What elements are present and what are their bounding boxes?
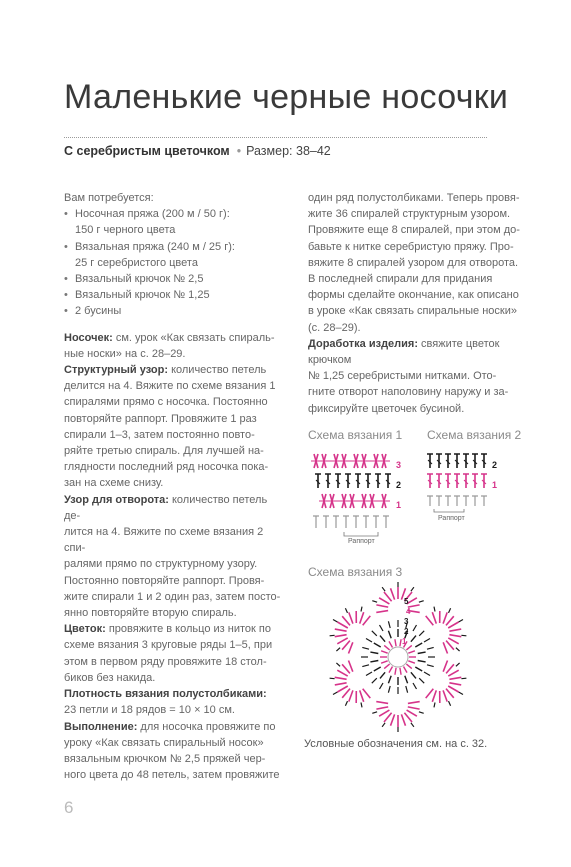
flower-petal-edge: [411, 587, 414, 591]
diagram-1-row-2: [315, 474, 391, 488]
text-run: Вам потребуется:: [64, 192, 154, 204]
flower-petal-edge: [411, 723, 414, 727]
flower-stitch: [366, 672, 372, 676]
text-line: [64, 475, 286, 491]
flower-stitch: [388, 676, 391, 684]
flower-petal-edge: [434, 607, 435, 612]
flower-petal-stitch: [407, 710, 417, 716]
text-run: делится на 4. Вяжите по схеме вязания 1: [64, 380, 276, 393]
text-run: количество петель: [168, 364, 267, 377]
flower-petal-stitch: [449, 683, 461, 685]
text-run: бавьте к нитке серебристую пряжу. Про-: [308, 240, 514, 253]
flower-stitch: [400, 639, 401, 646]
text-run: спиралями прямо с носочка. Постоянно: [64, 396, 268, 409]
flower-petal-edge: [361, 607, 362, 612]
diagram-3-title: Схема вязания 3: [308, 565, 403, 579]
flower-petal-edge: [361, 703, 362, 708]
text-line: [64, 330, 286, 346]
section-heading: Структурный узор:: [64, 364, 169, 377]
text-line: [64, 346, 286, 362]
diagram-1-title: Схема вязания 1: [308, 428, 403, 442]
text-run: (с. 28–29).: [308, 321, 361, 334]
text-line: [64, 589, 286, 605]
flower-stitch: [415, 667, 422, 671]
flower-stitch: [366, 639, 372, 643]
text-run: Провяжите еще 8 спиралей, при этом до-: [308, 224, 520, 237]
flower-stitch: [372, 678, 377, 683]
text-line: [64, 767, 286, 783]
flower-petal-stitch: [446, 689, 454, 698]
ring-num-4: 4: [406, 607, 411, 616]
text-line: [308, 287, 523, 303]
flower-petal-stitch: [391, 588, 395, 599]
flower-petal-stitch: [337, 622, 347, 628]
flower-petal-stitch: [446, 641, 454, 650]
left-text-column: [64, 190, 286, 783]
text-line: [64, 686, 286, 702]
page-title: Маленькие черные носочки: [64, 78, 509, 116]
text-line: [308, 384, 523, 400]
flower-stitch: [388, 686, 390, 693]
flower-petal-stitch: [363, 616, 371, 625]
flower-petal-stitch: [376, 605, 388, 607]
flower-petal-edge: [336, 663, 340, 666]
flower-petal-stitch: [360, 612, 364, 623]
text-run: Вязальный крючок № 2,5: [75, 273, 204, 286]
flower-petal-edge: [449, 701, 451, 706]
text-run: Вязальная пряжа (240 м / 25 г):: [75, 240, 235, 253]
diagram-2-row-num-1: 1: [492, 480, 498, 490]
flower-petal-stitch: [426, 616, 434, 625]
flower-petal-stitch: [349, 661, 353, 672]
text-line: [64, 378, 286, 394]
flower-stitch: [405, 676, 408, 684]
flower-stitch: [408, 651, 415, 653]
magic-ring: [388, 647, 408, 667]
flower-petal-edge: [336, 648, 340, 651]
text-run: гните отворот наполовину наружу и за-: [308, 386, 509, 399]
text-run: ные носки» на с. 28–29.: [64, 347, 186, 360]
text-line: [64, 670, 286, 686]
flower-petal-stitch: [342, 664, 350, 673]
flower-stitch: [372, 631, 377, 636]
flower-petal-stitch: [335, 683, 347, 685]
text-line: [308, 401, 523, 417]
crochet-diagram-3-flower: [318, 582, 478, 732]
materials-list-item: [64, 239, 286, 255]
text-run: повторяйте раппорт. Провяжите 1 раз: [64, 412, 257, 425]
diagram-2-rapport-bracket: [434, 509, 464, 512]
ring-num-2: 2: [404, 627, 409, 636]
flower-stitch: [362, 665, 369, 667]
text-line: [308, 320, 523, 336]
text-run: зан на схеме снизу.: [64, 477, 164, 490]
flower-stitch: [418, 661, 426, 662]
flower-stitch: [413, 625, 417, 631]
flower-stitch: [381, 661, 388, 663]
flower-stitch: [404, 667, 408, 673]
flower-petal-stitch: [448, 670, 458, 676]
section-heading: Цветок:: [64, 623, 106, 636]
text-line: [308, 255, 523, 271]
diagram-1-rapport-label: Раппорт: [348, 538, 375, 545]
flower-petal-stitch: [432, 690, 436, 701]
flower-petal-stitch: [337, 638, 347, 644]
text-run: вязальным крючком № 2,5 пряжей чер-: [64, 752, 266, 765]
flower-petal-stitch: [426, 689, 434, 698]
flower-petal-stitch: [376, 611, 388, 613]
materials-list-item: [64, 287, 286, 303]
text-line: [64, 411, 286, 427]
text-run: схеме вязания 3 круговые ряды 1–5, при: [64, 639, 273, 652]
text-run: см. урок «Как связать спираль-: [112, 331, 275, 344]
flower-petal-stitch: [446, 616, 454, 625]
flower-petal-stitch: [408, 702, 420, 704]
flower-stitch: [374, 643, 381, 647]
flower-stitch: [424, 639, 430, 643]
text-run: спирали 1–3, затем постоянно повто-: [64, 428, 255, 441]
flower-stitch: [395, 639, 396, 646]
flower-petal-stitch: [342, 641, 350, 650]
text-line: [64, 654, 286, 670]
text-line: [308, 222, 523, 238]
flower-stitch: [384, 645, 389, 650]
flower-petal-edge: [382, 587, 385, 591]
text-run: фиксируйте цветочек бусиной.: [308, 402, 465, 415]
text-run: ралями прямо по структурному узору.: [64, 558, 258, 571]
ring-num-3: 3: [404, 617, 409, 626]
flower-petal-stitch: [363, 689, 371, 698]
flower-stitch: [374, 667, 381, 671]
flower-petal-edge: [382, 723, 385, 727]
text-line: [64, 427, 286, 443]
flower-stitch: [370, 652, 378, 653]
flower-stitch: [406, 664, 411, 669]
text-line: [64, 362, 286, 378]
flower-petal-stitch: [443, 612, 447, 623]
flower-petal-edge: [330, 678, 335, 679]
diagram-1-row-num-1: 1: [396, 500, 402, 510]
diagram-2-base-row: [427, 496, 487, 506]
flower-stitch: [380, 625, 384, 631]
diagram-1-base-row: [313, 516, 389, 528]
text-line: [64, 459, 286, 475]
ring-num-5: 5: [404, 597, 409, 606]
subtitle-left: С серебристым цветочком: [64, 144, 230, 158]
text-line: [64, 222, 286, 238]
text-line: [64, 735, 286, 751]
flower-petal-stitch: [349, 690, 353, 701]
text-line: [64, 556, 286, 572]
text-line: [64, 492, 286, 524]
right-text-column: [308, 190, 523, 417]
text-run: биков без накида.: [64, 671, 156, 684]
text-line: [64, 394, 286, 410]
flower-petal-edge: [333, 692, 337, 695]
flower-stitch: [389, 641, 393, 647]
text-run: Постоянно повторяйте раппорт. Провя-: [64, 574, 265, 587]
text-run: в уроке «Как связать спиральные носки»: [308, 305, 517, 318]
page-number: 6: [64, 798, 74, 817]
flower-petal-edge: [456, 648, 460, 651]
flower-petal-edge: [345, 701, 347, 706]
text-run: вяжите 8 спиралей узором для отворота.: [308, 256, 519, 269]
text-line: [308, 239, 523, 255]
flower-petal-edge: [330, 635, 335, 636]
diagram-1-row-3: [311, 454, 390, 468]
flower-petal-stitch: [449, 635, 461, 637]
flower-petal-stitch: [384, 713, 392, 722]
text-run: свяжите цветок крючком: [308, 337, 500, 367]
flower-stitch: [389, 667, 393, 673]
text-run: № 1,25 серебристыми нитками. Ото-: [308, 370, 497, 383]
flower-petal-stitch: [448, 686, 458, 692]
flower-stitch: [413, 683, 417, 689]
flower-petal-stitch: [384, 592, 392, 601]
flower-stitch: [384, 664, 389, 669]
text-run: жите 36 спиралей структурным узором.: [308, 208, 511, 221]
section-heading: Выполнение:: [64, 720, 138, 733]
paragraph-gap: [64, 320, 286, 330]
section-heading: Доработка изделия:: [308, 337, 418, 350]
flower-petal-stitch: [443, 690, 447, 701]
flower-petal-stitch: [376, 707, 388, 709]
text-run: 25 г серебристого цвета: [75, 256, 198, 269]
flower-petal-edge: [419, 712, 424, 714]
text-run: 2 бусины: [75, 305, 122, 318]
text-line: [308, 368, 523, 384]
text-line: [64, 255, 286, 271]
flower-petal-stitch: [432, 612, 436, 623]
diagram-2-row-num-2: 2: [492, 460, 498, 470]
text-line: [308, 206, 523, 222]
flower-stitch: [380, 636, 385, 642]
ring-num-1: 1: [402, 637, 407, 646]
flower-petal-stitch: [446, 664, 454, 673]
flower-stitch: [406, 686, 408, 693]
text-run: ного цвета до 48 петель, затем провяжите: [64, 769, 280, 782]
flower-petal-stitch: [449, 677, 461, 679]
flower-petal-stitch: [443, 661, 447, 672]
text-line: [308, 336, 523, 368]
flower-petal-edge: [459, 692, 463, 695]
flower-stitch: [418, 652, 426, 653]
text-run: количество петель де-: [64, 493, 268, 522]
text-run: янно повторяйте вторую спираль.: [64, 607, 237, 620]
flower-petal-stitch: [342, 616, 350, 625]
section-heading: Узор для отворота:: [64, 493, 169, 506]
flower-petal-stitch: [335, 677, 347, 679]
text-line: [64, 524, 286, 556]
text-run: Вязальный крючок № 1,25: [75, 289, 210, 302]
diagram-2-row-2: [427, 454, 487, 468]
text-run: 23 петли и 18 рядов = 10 × 10 см.: [64, 704, 235, 717]
flower-petal-stitch: [379, 710, 389, 716]
flower-petal-edge: [372, 712, 377, 714]
flower-stitch: [411, 672, 416, 678]
flower-petal-stitch: [448, 638, 458, 644]
text-line: [64, 443, 286, 459]
flower-petal-stitch: [408, 707, 420, 709]
title-divider: [64, 137, 487, 138]
flower-petal-stitch: [335, 635, 347, 637]
text-run: этом в первом ряду провяжите 18 стол-: [64, 655, 267, 668]
flower-stitch: [362, 647, 369, 649]
text-line: [64, 637, 286, 653]
flower-stitch: [381, 651, 388, 653]
text-run: ряйте третью спираль. Для лучшей на-: [64, 445, 264, 458]
flower-stitch: [419, 631, 424, 636]
text-run: для носочка провяжите по: [137, 720, 276, 733]
diagram-2-row-1: [427, 474, 487, 488]
crochet-diagram-1: [308, 446, 418, 546]
flower-petal-stitch: [391, 714, 395, 725]
legend-note: Условные обозначения см. на с. 32.: [304, 738, 488, 750]
flower-petal-stitch: [449, 629, 461, 631]
text-run: Носочная пряжа (200 м / 50 г):: [75, 208, 230, 221]
flower-petal-edge: [372, 601, 377, 603]
text-run: лится на 4. Вяжите по схеме вязания 2 спи-: [64, 526, 264, 555]
flower-stitch: [408, 661, 415, 663]
text-line: [64, 719, 286, 735]
subtitle-size: Размер: 38–42: [246, 144, 331, 158]
text-line: [64, 573, 286, 589]
text-run: В последней спирали для придания: [308, 273, 493, 286]
flower-petal-edge: [419, 601, 424, 603]
text-line: [64, 702, 286, 718]
flower-stitch: [380, 672, 385, 678]
text-run: уроку «Как связать спиральный носок»: [64, 736, 264, 749]
flower-stitch: [370, 661, 378, 662]
flower-petal-stitch: [349, 642, 353, 653]
flower-stitch: [380, 683, 384, 689]
flower-petal-edge: [434, 703, 435, 708]
flower-petal-edge: [333, 620, 337, 623]
flower-petal-stitch: [349, 612, 353, 623]
diagram-1-row-num-3: 3: [396, 460, 402, 470]
text-line: [308, 303, 523, 319]
diagram-2-rapport-label: Раппорт: [438, 515, 465, 522]
materials-list-item: [64, 303, 286, 319]
flower-petal-stitch: [342, 689, 350, 698]
flower-petal-stitch: [443, 642, 447, 653]
section-heading: Плотность вязания полустолбиками:: [64, 688, 267, 701]
text-run: один ряд полустолбиками. Теперь провя-: [308, 192, 520, 204]
text-run: 150 г черного цвета: [75, 224, 176, 237]
flower-stitch: [424, 672, 430, 676]
flower-stitch: [419, 678, 424, 683]
section-heading: Носочек:: [64, 331, 113, 344]
flower-petal-stitch: [335, 629, 347, 631]
flower-stitch: [427, 647, 434, 649]
materials-list-item: [64, 206, 286, 222]
diagram-2-title: Схема вязания 2: [427, 428, 522, 442]
text-line: [64, 190, 286, 206]
text-run: глядности последний ряд носочка пока-: [64, 461, 269, 474]
flower-petal-stitch: [337, 686, 347, 692]
crochet-diagram-2: [424, 446, 514, 526]
flower-stitch: [406, 645, 411, 650]
flower-stitch: [415, 643, 422, 647]
text-run: жите спирали 1 и 2 один раз, затем посто-: [64, 590, 281, 603]
flower-petal-stitch: [379, 598, 389, 604]
text-line: [64, 605, 286, 621]
flower-petal-edge: [461, 635, 466, 636]
flower-petal-stitch: [404, 713, 412, 722]
flower-petal-stitch: [337, 670, 347, 676]
flower-petal-stitch: [376, 702, 388, 704]
flower-petal-stitch: [448, 622, 458, 628]
flower-stitch: [388, 621, 390, 628]
flower-stitch: [388, 631, 391, 639]
materials-list-item: [64, 271, 286, 287]
subtitle: [64, 144, 331, 158]
flower-petal-edge: [345, 608, 347, 613]
text-line: [64, 621, 286, 637]
text-run: формы сделайте окончание, как описано: [308, 289, 519, 302]
subtitle-separator: •: [236, 144, 242, 158]
diagram-1-row-num-2: 2: [396, 480, 402, 490]
text-line: [308, 271, 523, 287]
flower-stitch: [400, 668, 401, 675]
flower-stitch: [427, 665, 434, 667]
flower-petal-edge: [456, 663, 460, 666]
text-line: [308, 190, 523, 206]
flower-petal-stitch: [360, 690, 364, 701]
diagram-1-row-1: [319, 494, 390, 508]
diagram-1-rapport-bracket: [344, 532, 378, 536]
flower-stitch: [395, 668, 396, 675]
flower-petal-edge: [459, 620, 463, 623]
flower-petal-edge: [461, 678, 466, 679]
text-line: [64, 751, 286, 767]
flower-stitch: [411, 636, 416, 642]
flower-petal-stitch: [401, 714, 405, 725]
flower-petal-edge: [449, 608, 451, 613]
text-run: провяжите в кольцо из ниток по: [105, 623, 271, 636]
